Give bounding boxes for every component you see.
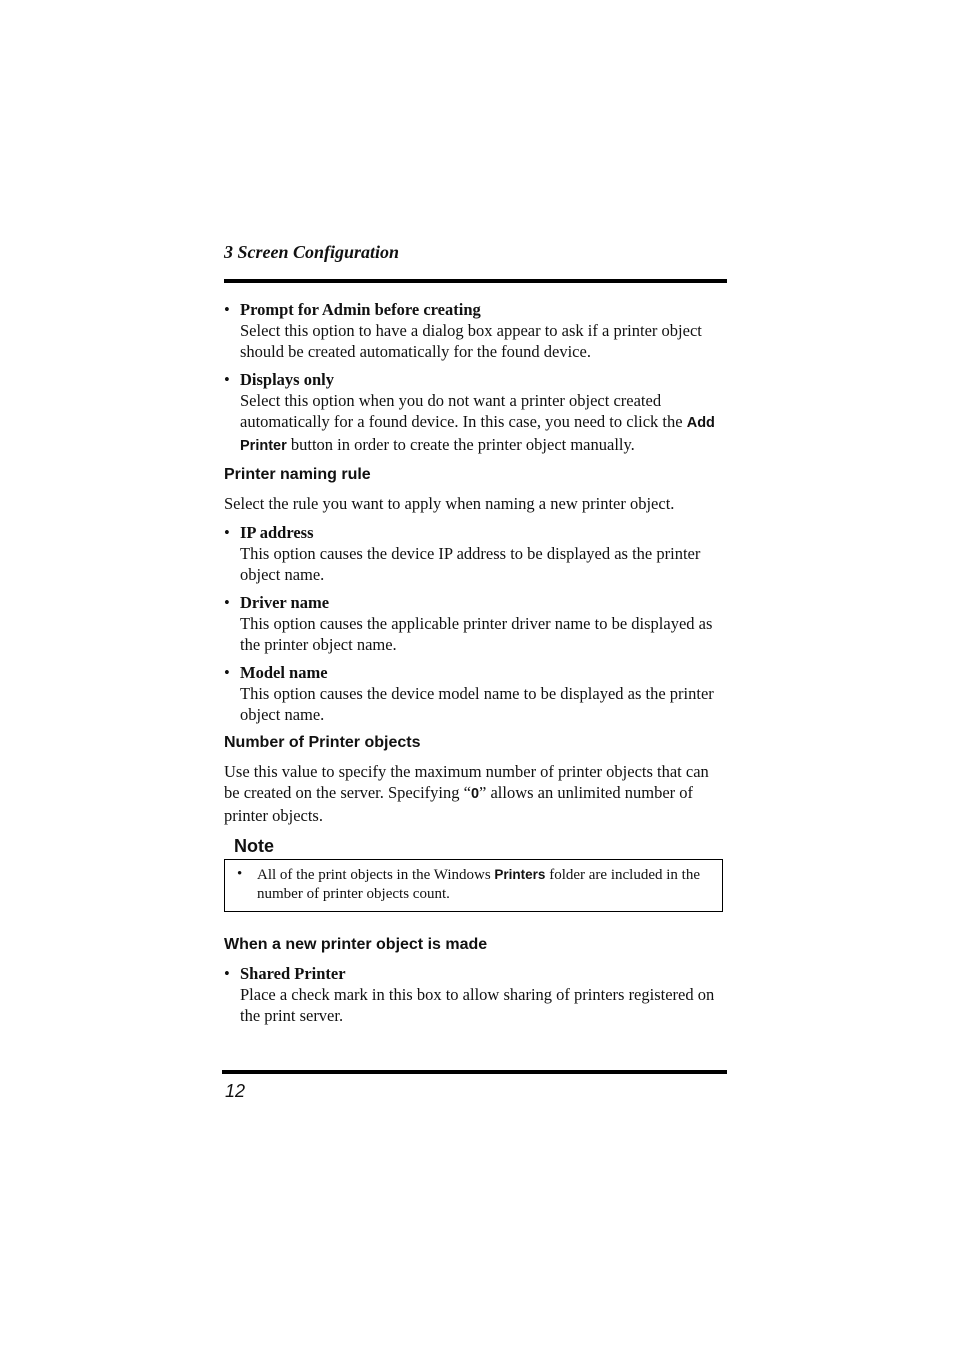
new-printer-object-heading: When a new printer object is made (224, 936, 488, 953)
option-ip-address (224, 522, 727, 585)
printer-naming-rule-intro: Select the rule you want to apply when naming a new printer object. (224, 494, 675, 513)
description-text: Select this option when you do not want a printer object created automatically for a found device. In this case, you need to click the (240, 391, 687, 431)
paragraph-text: Use this value to specify the maximum number of printer objects that can be created on the server. Specifying “ (224, 762, 709, 802)
footer-rule (222, 1070, 727, 1074)
option-description: Place a check mark in this box to allow sharing of printers registered on the print server. (240, 985, 715, 1025)
page-content (224, 238, 727, 1033)
option-description: This option causes the device model name to be displayed as the printer object name. (240, 684, 714, 724)
printers-folder-reference: Printers (494, 867, 546, 882)
option-term: • IP address (240, 523, 314, 542)
add-printer-button-reference: Add Printer (240, 415, 715, 454)
note-box (224, 859, 723, 912)
header-rule (224, 279, 727, 283)
note-item (237, 865, 710, 904)
description-text: button in order to create the printer object manually. (286, 435, 635, 454)
number-of-printer-objects-heading: Number of Printer objects (224, 734, 421, 751)
option-description (240, 390, 727, 457)
option-displays-only (224, 369, 727, 457)
chapter-title: 3 Screen Configuration (224, 242, 400, 262)
option-description: This option causes the applicable printer driver name to be displayed as the printer object name. (240, 614, 713, 654)
option-model-name (224, 662, 727, 725)
note-text: folder are included in the number of printer objects count. (257, 867, 700, 902)
page-number: 12 (225, 1081, 246, 1101)
option-term: • Shared Printer (240, 964, 346, 983)
note-label: Note (234, 836, 274, 856)
option-driver-name (224, 592, 727, 655)
option-term: • Prompt for Admin before creating (240, 300, 481, 319)
option-prompt-for-admin (224, 299, 727, 362)
option-term: • Driver name (240, 593, 330, 612)
zero-value: 0 (470, 786, 480, 802)
option-description: This option causes the device IP address to be displayed as the printer object name. (240, 544, 701, 584)
option-term: • Model name (240, 663, 328, 682)
option-shared-printer (224, 963, 727, 1026)
note-text: All of the print objects in the Windows (257, 867, 495, 883)
option-description: Select this option to have a dialog box appear to ask if a printer object should be created automatically for the found device. (240, 321, 702, 361)
paragraph-text: ” allows an unlimited number of printer objects. (224, 783, 694, 825)
number-of-printer-objects-text (224, 761, 727, 826)
option-term: • Displays only (240, 370, 334, 389)
printer-naming-rule-heading: Printer naming rule (224, 466, 371, 483)
